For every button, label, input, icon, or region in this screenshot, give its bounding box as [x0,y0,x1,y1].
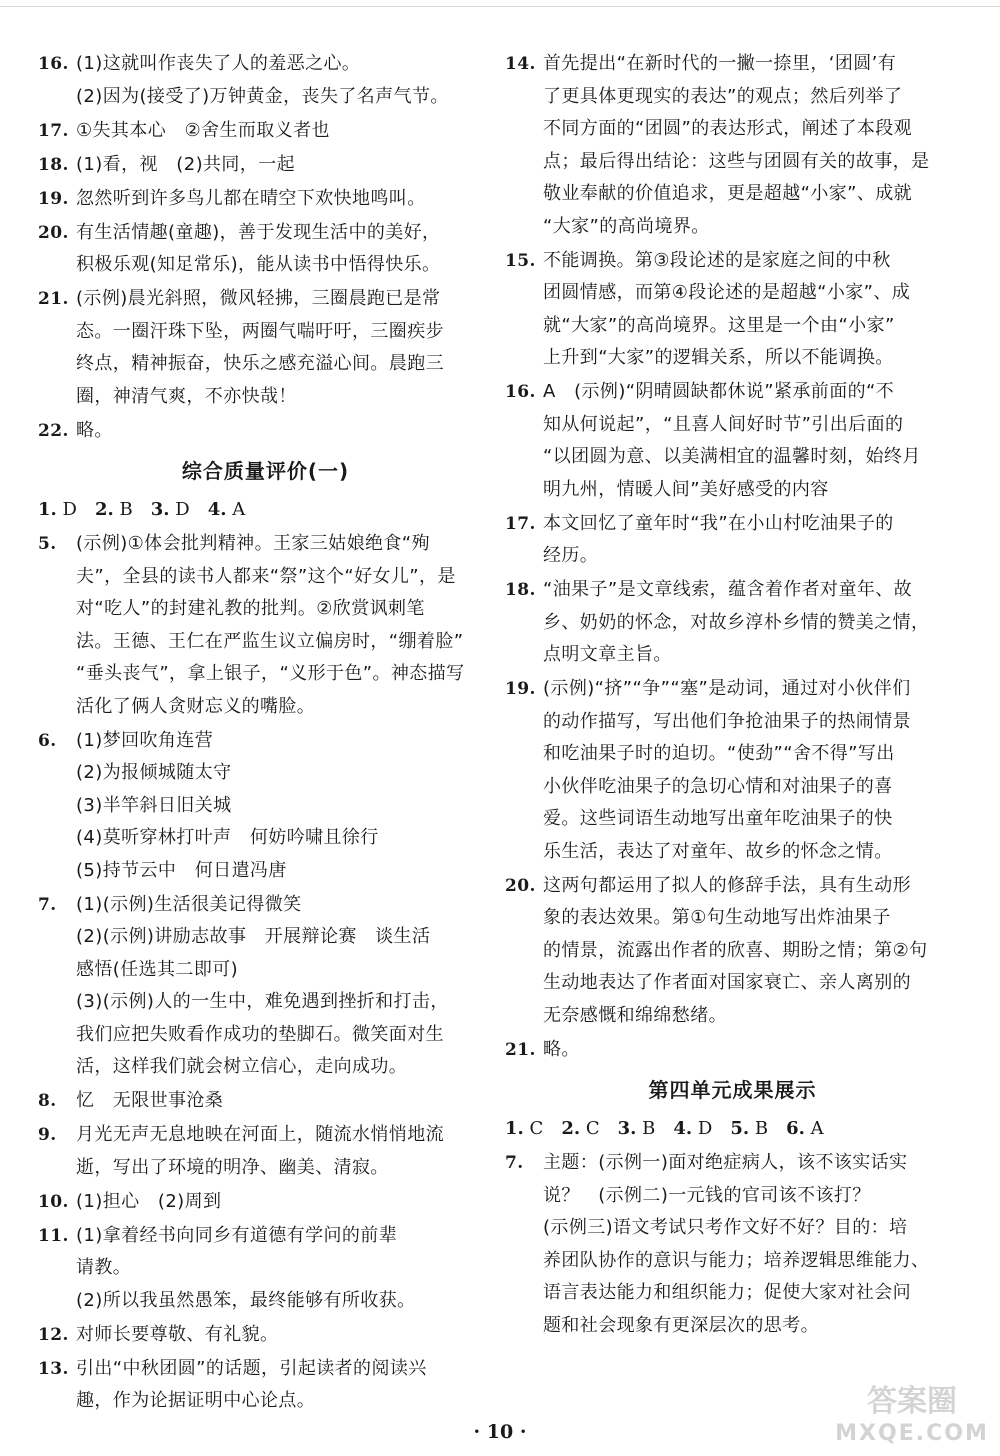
answer-item-line: 请教。 [76,1257,132,1278]
answer-item-line: (1)担心 (2)周到 [76,1190,222,1212]
right-items-a [505,48,960,1066]
left-column [38,48,493,1419]
answer-item [38,725,493,888]
choice-answer-letter: C [529,1118,544,1139]
answer-item-line: “油果子”是文章线索，蕴含着作者对童年、故 [543,579,913,600]
answer-item-line: 月光无声无息地映在河面上，随流水悄悄地流 [76,1124,444,1145]
answer-item-line: 积极乐观(知足常乐)，能从读书中悟得快乐。 [76,254,441,275]
choice-answer-number: 2. [94,499,114,520]
choice-answer-letter: D [62,499,77,520]
choice-answer [618,1118,656,1139]
choice-answer-letter: A [232,499,246,520]
answer-item-number: 7. [38,894,57,915]
answer-item [505,673,960,868]
choice-answer-letter: D [175,499,190,520]
choice-answer-number: 4. [207,499,227,520]
answer-item-number: 11. [38,1225,69,1246]
answer-item [505,508,960,573]
answer-item-line: 象的表达效果。第①句生动地写出炸油果子 [543,907,891,928]
answer-item [505,376,960,506]
section-title-comprehensive-evaluation: 综合质量评价(一) [181,459,350,483]
choice-answer-number: 1. [38,499,57,520]
answer-item-line: (3)(示例)人的一生中，难免遇到挫折和打击， [76,991,449,1012]
answer-item-line: “以团圆为意、以美满相宜的温馨时刻，始终月 [543,446,921,467]
answer-item-line: (4)莫听穿林打叶声 何妨吟啸且徐行 [76,827,379,848]
answer-item [38,115,493,148]
answer-item-number: 6. [38,730,57,751]
answer-item [38,1319,493,1352]
answer-item-number: 22. [38,420,69,441]
answer-item-line: 趣，作为论据证明中心论点。 [76,1390,316,1411]
answer-item-line: 不能调换。第③段论述的是家庭之间的中秋 [543,249,891,271]
answer-item-line: (1)看，视 (2)共同，一起 [76,153,295,175]
answer-item-line: 忆 无限世事沧桑 [76,1090,224,1111]
answer-item-number: 9. [38,1125,57,1145]
answer-item-line: (2)(示例)讲励志故事 开展辩论赛 谈生活 [76,926,431,947]
answer-item-line: 爱。这些词语生动地写出童年吃油果子的快 [543,808,893,829]
answer-item-number: 7. [505,1153,524,1173]
choice-answer-letter: B [754,1118,769,1139]
answer-item-line: 略。 [543,1038,580,1060]
answer-item-line: 这两句都运用了拟人的修辞手法，具有生动形 [543,874,911,896]
choice-answer-number: 2. [561,1118,581,1139]
answer-item-line: 敬业奉献的价值追求，更是超越“小家”、成就 [543,183,913,204]
choice-answer-number: 3. [617,1118,637,1139]
answer-item-line: (2)因为(接受了)万钟黄金，丧失了名声气节。 [76,85,449,107]
top-rule [0,6,1000,7]
answer-item [505,574,960,672]
answer-item-number: 19. [38,188,69,209]
answer-item-line: A (示例)“阴晴圆缺都休说”紧承前面的“不 [543,381,895,402]
answer-item-line: (示例三)语文考试只考作文好不好？目的：培 [543,1217,908,1238]
answer-item-line: 语言表达能力和组织能力；促使大家对社会问 [543,1282,911,1303]
answer-item [38,1119,493,1184]
answer-item-line: 不同方面的“团圆”的表达形式，阐述了本段观 [543,118,913,139]
answer-item [505,1147,960,1342]
watermark-line2: MXQE.COM [835,1421,989,1446]
section-title-unit-four-showcase: 第四单元成果展示 [648,1078,817,1102]
answer-item-line: (2)所以我虽然愚笨，最终能够有所收获。 [76,1289,416,1311]
answer-item-line: 有生活情趣(童趣)，善于发现生活中的美好， [76,221,441,243]
answer-item-line: 感悟(任选其二即可) [76,958,239,980]
answer-item-line: ①失其本心 ②舍生而取义者也 [76,119,330,141]
answer-item [505,48,960,243]
answer-item-number: 13. [38,1358,69,1379]
answer-item-line: 和吃油果子时的迫切。“使劲”“舍不得”写出 [543,743,895,764]
answer-item-line: 上升到“大家”的逻辑关系，所以不能调换。 [543,347,894,368]
choice-answer [786,1118,824,1139]
choice-answer [505,1118,543,1139]
answer-item-number: 20. [38,222,69,243]
answer-item-line: 活，这样我们就会树立信心，走向成功。 [76,1056,408,1077]
answer-item-line: 忽然听到许多鸟儿都在晴空下欢快地鸣叫。 [76,187,426,209]
answer-item-number: 12. [38,1324,69,1345]
right-column [505,48,960,1344]
answer-item [38,149,493,182]
answer-item-line: (1)梦回吹角连营 [76,729,214,751]
left-items-a [38,48,493,447]
answer-item [38,217,493,282]
answer-item-line: 态。一圈汗珠下坠，两圈气喘吁吁，三圈疾步 [76,320,444,342]
answer-item-line: 无奈感慨和绵绵愁绪。 [543,1004,727,1026]
answer-item-number: 19. [505,679,536,699]
answer-item-number: 14. [505,54,536,74]
answer-item-number: 16. [38,54,69,74]
answer-item-line: 我们应把失败看作成功的垫脚石。微笑面对生 [76,1023,444,1045]
answer-item-number: 18. [38,154,69,175]
answer-item-number: 15. [505,250,536,271]
answer-item-number: 20. [505,875,536,896]
answer-item-line: 说？ (示例二)一元钱的官司该不该打？ [543,1184,871,1206]
answer-item-line: (1)拿着经书向同乡有道德有学问的前辈 [76,1224,398,1246]
answer-item [38,48,493,113]
answer-item-line: 点明文章主旨。 [543,644,672,665]
answer-item-line: 养团队协作的意识与能力；培养逻辑思维能力、 [543,1249,930,1271]
answer-item-line: 经历。 [543,545,599,566]
answer-item-line: (示例)“挤”“争”“塞”是动词，通过对小伙伴们 [543,678,911,699]
choice-answer-number: 1. [505,1118,524,1139]
answer-item-line: “垂头丧气”，拿上银子，“义形于色”。神态描写 [76,663,465,684]
answer-item-line: 活化了俩人贪财忘义的嘴脸。 [76,695,316,717]
watermark-line1: 答案圈 [867,1384,957,1419]
right-answers-row [505,1112,960,1146]
answer-item [505,245,960,375]
answer-item-line: 首先提出“在新时代的一撇一捺里，‘团圆’有 [543,53,897,74]
answer-item [38,1186,493,1219]
choice-answer-letter: D [697,1118,713,1139]
answer-item [38,1353,493,1418]
answer-item-line: 夫”，全县的读书人都来“祭”这个“好女儿”，是 [76,565,456,587]
answer-item-line: 法。王德、王仁在严监生议立偏房时，“绷着脸” [76,630,464,652]
answer-item-number: 21. [505,1039,536,1060]
right-items-b [505,1147,960,1342]
choice-answer-letter: B [642,1118,656,1139]
answer-item [38,415,493,448]
watermark-logo [832,1386,992,1450]
choice-answer-number: 6. [786,1118,805,1139]
answer-item-line: 略。 [76,419,113,441]
answer-item-line: 的情景，流露出作者的欣喜、期盼之情；第②句 [543,939,928,961]
answer-item-line: 乡、奶奶的怀念，对故乡淳朴乡情的赞美之情， [543,611,930,633]
choice-answer [673,1118,712,1139]
choice-answer-number: 5. [730,1118,750,1139]
answer-item-line: 明九州，情暖人间”美好感受的内容 [543,478,829,500]
answer-item [38,1085,493,1118]
answer-item [38,889,493,1084]
answer-item-line: 本文回忆了童年时“我”在小山村吃油果子的 [543,512,894,534]
answer-item [38,283,493,413]
answer-item-line: “大家”的高尚境界。 [543,215,710,237]
answer-item [38,1220,493,1318]
answer-item-line: 知从何说起”，“且喜人间好时节”引出后面的 [543,413,904,435]
answer-item-number: 21. [38,289,69,309]
answer-item-line: (示例)晨光斜照，微风轻拂，三圈晨跑已是常 [76,288,441,309]
choice-answer-letter: C [585,1118,600,1139]
answer-item-number: 18. [505,580,536,600]
page-number: · 10 · [473,1421,527,1443]
answer-item-line: 对师长要尊敬、有礼貌。 [76,1323,279,1345]
answer-item-line: 小伙伴吃油果子的急切心情和对油果子的喜 [543,775,893,797]
answer-item-line: 团圆情感，而第④段论述的是超越“小家”、成 [543,282,911,303]
answer-item-line: (1)这就叫作丧失了人的羞恶之心。 [76,53,361,74]
answer-item-line: 题和社会现象有更深层次的思考。 [543,1314,819,1336]
choice-answer-number: 3. [150,499,170,520]
answer-item-line: 主题：(示例一)面对绝症病人，该不该实话实 [543,1152,908,1173]
answer-item-line: 引出“中秋团圆”的话题，引起读者的阅读兴 [76,1357,427,1379]
choice-answer [95,499,133,520]
answer-item-line: (示例)①体会批判精神。王家三姑娘绝食“殉 [76,533,430,554]
answer-item-line: 终点，精神振奋，快乐之感充溢心间。晨跑三 [76,353,444,374]
answer-item-number: 17. [505,513,536,534]
answer-item [38,528,493,723]
answer-item [505,870,960,1033]
answer-item-line: 生动地表达了作者面对国家衰亡、亲人离别的 [543,972,911,993]
choice-answer-letter: A [810,1118,824,1139]
answer-item-line: 圈，神清气爽，不亦快哉！ [76,385,297,407]
answer-item-number: 10. [38,1191,69,1212]
choice-answer [208,499,246,520]
choice-answer [38,499,77,520]
answer-item-line: 就“大家”的高尚境界。这里是一个由“小家” [543,314,895,336]
answer-item-line: 乐生活，表达了对童年、故乡的怀念之情。 [543,840,893,862]
answer-item-line: 的动作描写，写出他们争抢油果子的热闹情景 [543,710,911,732]
answer-item [505,1034,960,1067]
answer-item-number: 5. [38,534,57,554]
left-answers-row [38,493,493,527]
answer-item-number: 17. [38,120,69,141]
answer-item-line: (1)(示例)生活很美记得微笑 [76,893,302,915]
choice-answer [561,1118,599,1139]
answer-item-number: 8. [38,1091,57,1111]
answer-item-line: 点；最后得出结论：这些与团圆有关的故事，是 [543,150,930,172]
left-items-b [38,528,493,1418]
answer-item-line: 了更具体更现实的表达”的观点；然后列举了 [543,85,903,107]
answer-item-line: (2)为报倾城随太守 [76,762,232,783]
choice-answer-number: 4. [673,1118,693,1139]
answer-item-line: (5)持节云中 何日遣冯唐 [76,859,287,881]
choice-answer [730,1118,768,1139]
answer-item-line: (3)半竿斜日旧关城 [76,794,232,816]
answer-item-line: 逝，写出了环境的明净、幽美、清寂。 [76,1156,389,1178]
choice-answer [151,499,190,520]
answer-item-line: 对“吃人”的封建礼教的批判。②欣赏讽刺笔 [76,598,425,619]
answer-item [38,183,493,216]
choice-answer-letter: B [119,499,133,520]
answer-item-number: 16. [505,382,536,402]
